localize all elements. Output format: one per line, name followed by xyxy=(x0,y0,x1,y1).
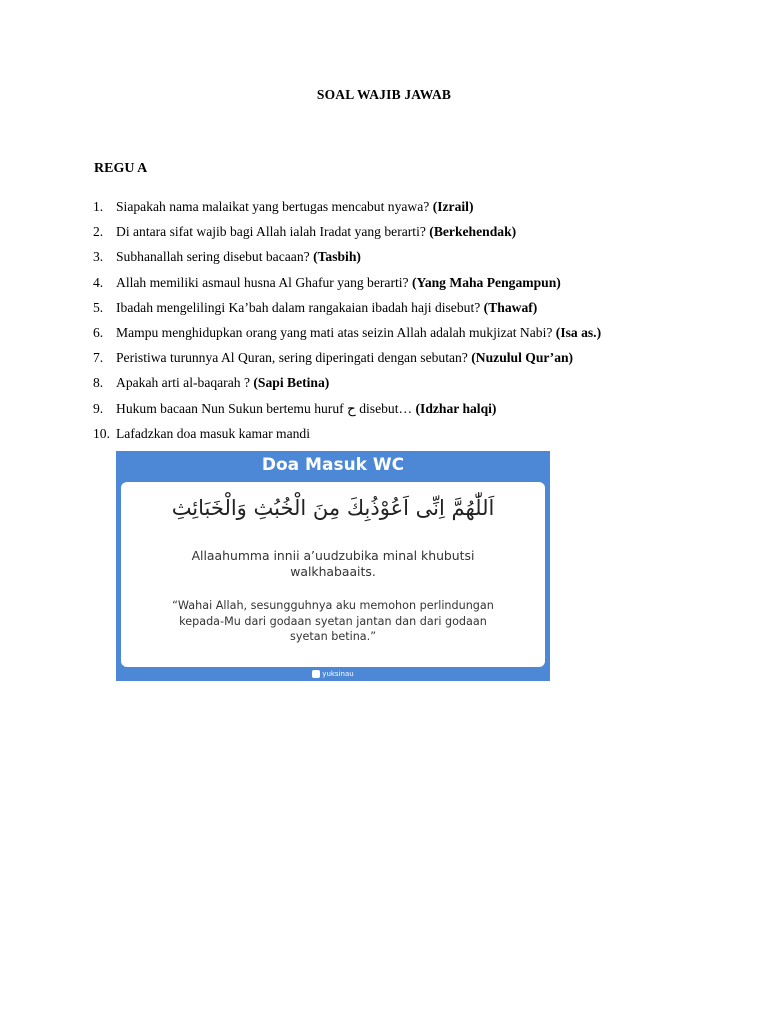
question-text: Subhanallah sering disebut bacaan? xyxy=(116,249,310,265)
question-item xyxy=(93,198,733,223)
question-item xyxy=(93,400,733,425)
question-number: 6. xyxy=(93,324,104,340)
question-text: Peristiwa turunnya Al Quran, sering diperingati dengan sebutan? xyxy=(116,350,468,366)
brand-logo-icon xyxy=(312,670,320,678)
question-answer: (Isa as.) xyxy=(555,324,602,340)
question-item xyxy=(93,324,733,349)
question-answer: (Tasbih) xyxy=(313,249,361,265)
question-answer: (Thawaf) xyxy=(483,299,538,315)
question-item xyxy=(93,299,733,324)
doa-transliteration: Allaahumma innii a’uudzubika minal khubutsi walkhabaaits. xyxy=(191,548,475,579)
section-label: REGU A xyxy=(94,161,148,176)
question-number: 4. xyxy=(93,274,104,290)
question-text: Hukum bacaan Nun Sukun bertemu huruf ح disebut… xyxy=(116,400,413,416)
question-list xyxy=(93,198,733,450)
question-answer: (Idzhar halqi) xyxy=(415,400,497,416)
question-text: Lafadzkan doa masuk kamar mandi xyxy=(116,425,311,441)
question-text: Apakah arti al-baqarah ? xyxy=(116,375,250,391)
doa-arabic-text: اَللّٰهُمَّ اِنِّى اَعُوْذُبِكَ مِنَ الْخُبُثِ وَالْخَبَائِثِ xyxy=(171,496,495,520)
question-number: 5. xyxy=(93,299,104,315)
doa-card xyxy=(116,451,550,681)
question-answer: (Izrail) xyxy=(432,199,474,214)
question-text: Di antara sifat wajib bagi Allah ialah Iradat yang berarti? xyxy=(116,224,426,240)
question-item xyxy=(93,425,733,450)
question-text: Ibadah mengelilingi Ka’bah dalam rangakaian ibadah haji disebut? xyxy=(116,299,481,315)
question-item xyxy=(93,349,733,374)
doa-card-panel xyxy=(121,482,545,667)
doa-meaning: “Wahai Allah, sesungguhnya aku memohon perlindungan kepada-Mu dari godaan syetan jantan dan dari godaan syetan betina.” xyxy=(172,599,494,643)
question-answer: (Sapi Betina) xyxy=(253,375,330,391)
question-text: Mampu menghidupkan orang yang mati atas seizin Allah adalah mukjizat Nabi? xyxy=(116,324,553,340)
question-answer: (Yang Maha Pengampun) xyxy=(411,274,561,290)
question-item xyxy=(93,248,733,273)
question-number: 1. xyxy=(93,199,104,214)
question-item xyxy=(93,274,733,299)
question-answer: (Nuzulul Qur’an) xyxy=(471,350,574,366)
brand-name: yuksinau xyxy=(322,670,354,678)
brand-watermark xyxy=(116,668,550,680)
question-item xyxy=(93,374,733,399)
page-title: SOAL WAJIB JAWAB xyxy=(316,87,452,102)
question-number: 7. xyxy=(93,350,104,366)
doa-card-title: Doa Masuk WC xyxy=(261,455,405,475)
question-number: 2. xyxy=(93,224,104,240)
question-answer: (Berkehendak) xyxy=(429,224,517,240)
question-item xyxy=(93,223,733,248)
question-number: 9. xyxy=(93,400,104,416)
question-number: 10. xyxy=(93,425,110,441)
question-text: Allah memiliki asmaul husna Al Ghafur yang berarti? xyxy=(116,274,409,290)
question-text: Siapakah nama malaikat yang bertugas mencabut nyawa? xyxy=(116,199,430,214)
question-number: 3. xyxy=(93,249,104,265)
question-number: 8. xyxy=(93,375,104,391)
